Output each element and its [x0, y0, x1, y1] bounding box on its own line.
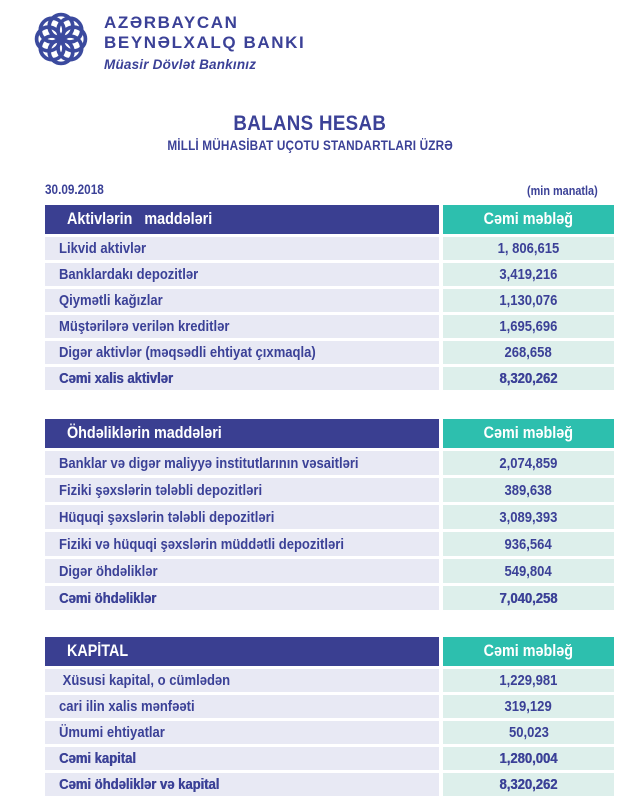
row-value: 1,695,696: [499, 318, 558, 335]
row-value: 1, 806,615: [497, 240, 560, 257]
row-label: Xüsusi kapital, o cümlədən: [59, 672, 231, 689]
total-label: Cəmi öhdəliklər: [59, 589, 157, 607]
row-value: 2,074,859: [499, 454, 558, 472]
table-row: [45, 341, 618, 364]
table-row: [45, 532, 618, 556]
table-row: [45, 559, 618, 583]
table-total-row: [45, 773, 618, 796]
table-header-row: [45, 205, 618, 234]
amount-column-header: Cəmi məbləğ: [483, 424, 574, 442]
table-total-row: [45, 367, 618, 390]
row-value: 549,804: [504, 562, 553, 580]
row-value: 389,638: [504, 481, 553, 499]
row-value: 268,658: [504, 344, 553, 361]
table-header-row: [45, 419, 618, 448]
capital-header-label: KAPİTAL: [67, 642, 129, 660]
report-date: 30.09.2018: [45, 182, 104, 197]
row-label: Banklardakı depozitlər: [59, 266, 199, 283]
total-label: Cəmi xalis aktivlər: [59, 370, 173, 387]
total-label: Cəmi öhdəliklər və kapital: [59, 776, 220, 793]
total-value: 7,040,258: [499, 589, 558, 607]
amount-column-header: Cəmi məbləğ: [483, 210, 574, 228]
row-label: Ümumi ehtiyatlar: [59, 724, 165, 741]
table-row: [45, 695, 618, 718]
brand-slogan: Müasir Dövlət Bankınız: [104, 57, 257, 72]
row-label: Fiziki şəxslərin tələbli depozitləri: [59, 481, 263, 499]
row-value: 1,229,981: [499, 672, 558, 689]
brand-block: [104, 13, 305, 72]
table-row: [45, 669, 618, 692]
brand-name-line2: BEYNƏLXALQ BANKI: [104, 33, 306, 52]
total-value: 1,280,004: [499, 750, 558, 767]
table-total-row: [45, 747, 618, 770]
row-label: Likvid aktivlər: [59, 240, 147, 257]
bank-logo-icon: [24, 2, 98, 76]
table-row: [45, 263, 618, 286]
row-value: 50,023: [508, 724, 549, 741]
page-subtitle: MİLLİ MÜHASİBAT UÇOTU STANDARTLARI ÜZRƏ: [167, 138, 453, 153]
unit-note: (min manatla): [526, 184, 598, 198]
assets-header-label: Aktivlərin maddələri: [67, 210, 213, 228]
row-label: Hüquqi şəxslərin tələbli depozitləri: [59, 508, 275, 526]
table-row: [45, 451, 618, 475]
row-value: 319,129: [504, 698, 553, 715]
table-row: [45, 289, 618, 312]
table-capital: [45, 637, 618, 799]
table-liabilities: [45, 419, 618, 613]
row-label: Banklar və digər maliyyə institutlarının vəsaitləri: [59, 454, 359, 472]
row-value: 3,089,393: [499, 508, 558, 526]
total-value: 8,320,262: [499, 370, 558, 387]
title-block: [0, 111, 620, 153]
amount-column-header: Cəmi məbləğ: [483, 642, 574, 660]
table-header-row: [45, 637, 618, 666]
row-label: Müştərilərə verilən kreditlər: [59, 318, 230, 335]
row-value: 3,419,216: [499, 266, 558, 283]
row-label: Qiymətli kağızlar: [59, 292, 163, 309]
table-row: [45, 505, 618, 529]
row-label: Fiziki və hüquqi şəxslərin müddətli depozitləri: [59, 535, 344, 553]
table-row: [45, 315, 618, 338]
page-title: BALANS HESAB: [233, 111, 387, 135]
table-row: [45, 237, 618, 260]
table-row: [45, 721, 618, 744]
row-value: 1,130,076: [499, 292, 558, 309]
table-total-row: [45, 586, 618, 610]
total-value: 8,320,262: [499, 776, 558, 793]
brand-name-line1: AZƏRBAYCAN: [104, 13, 239, 32]
table-row: [45, 478, 618, 502]
total-label: Cəmi kapital: [59, 750, 136, 767]
row-label: cari ilin xalis mənfəəti: [59, 698, 195, 715]
row-label: Digər aktivlər (məqsədli ehtiyat çıxmaqla): [59, 344, 316, 361]
row-label: Digər öhdəliklər: [59, 562, 158, 580]
liabilities-header-label: Öhdəliklərin maddələri: [67, 424, 222, 442]
table-assets: [45, 205, 618, 393]
row-value: 936,564: [504, 535, 553, 553]
